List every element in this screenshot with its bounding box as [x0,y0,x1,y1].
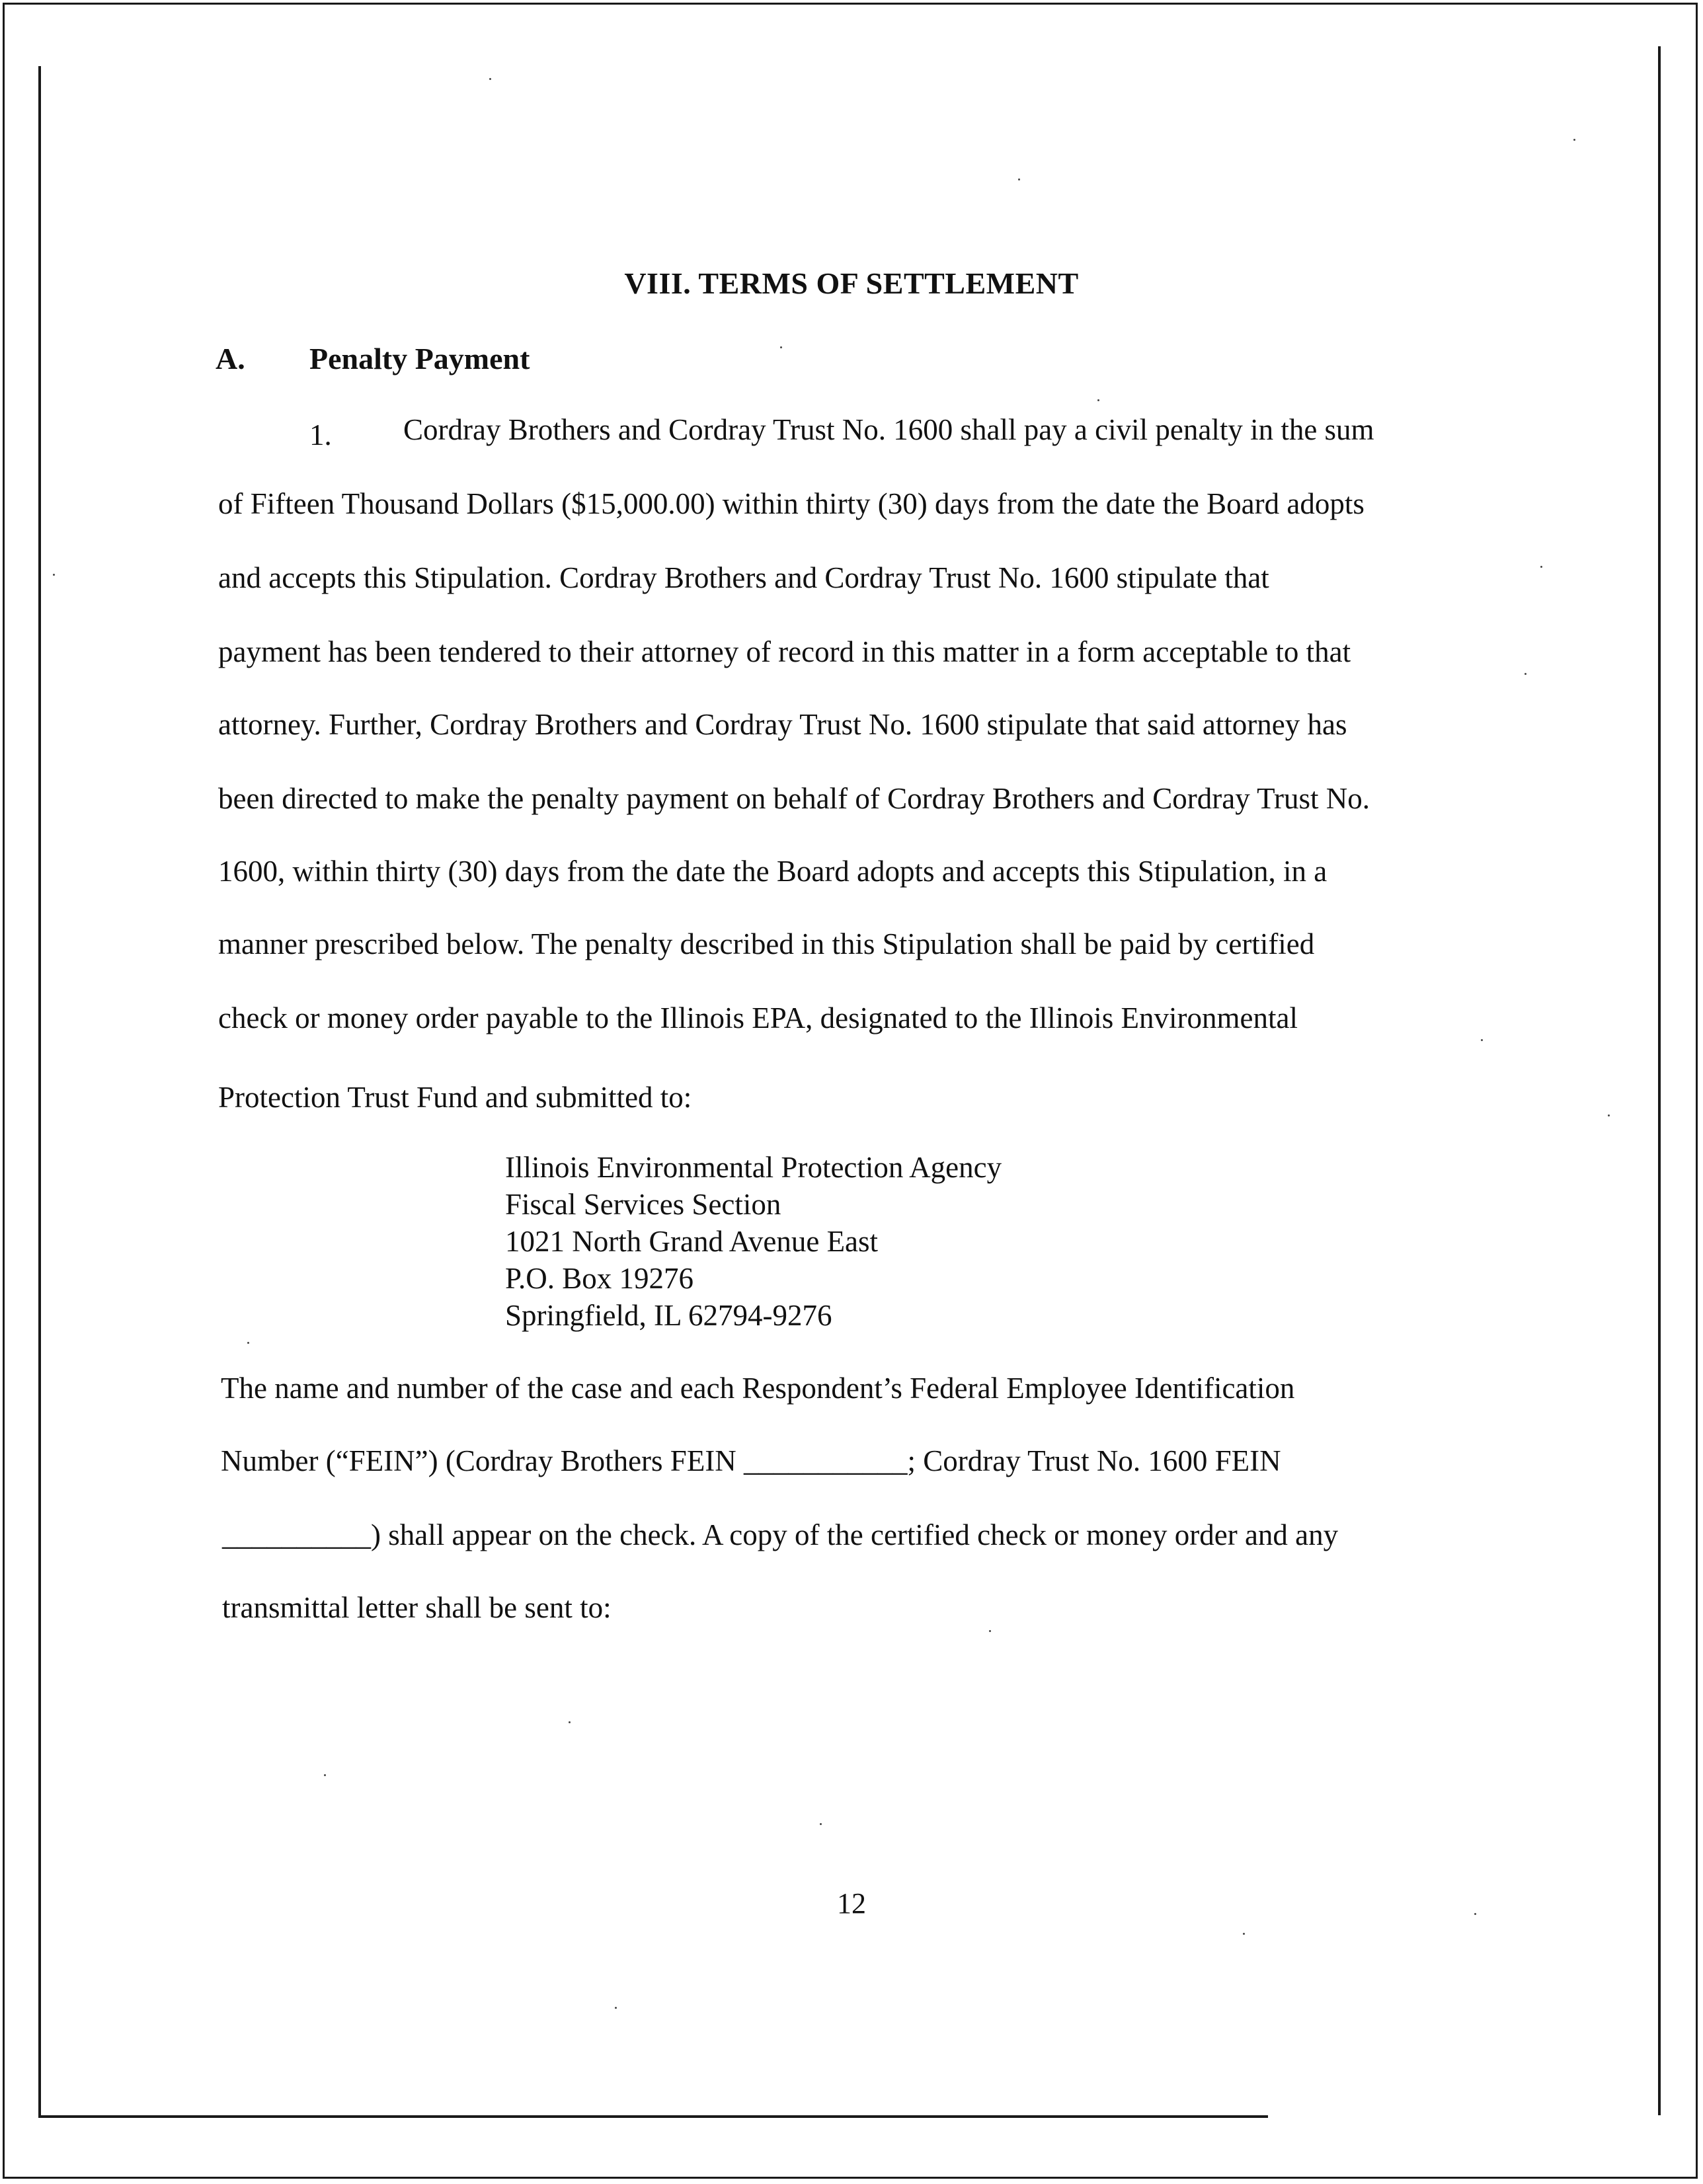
left-margin-line [38,66,41,2115]
paragraph-line: Cordray Brothers and Cordray Trust No. 1600 shall pay a civil penalty in the sum [403,413,1374,446]
paragraph-line: Protection Trust Fund and submitted to: [218,1081,692,1114]
subsection-title: Penalty Payment [309,342,530,375]
bottom-margin-line [38,2115,1268,2118]
paragraph-number: 1. [309,418,332,451]
scan-speck [1573,139,1575,141]
subsection-label: A. [216,342,245,375]
scan-speck [247,1342,249,1344]
page-number: 12 [837,1887,866,1920]
scan-speck [1474,1913,1476,1915]
closing-line: The name and number of the case and each Respondent’s Federal Employee Identification [221,1372,1295,1405]
scan-speck [1018,178,1020,180]
scan-speck [989,1630,991,1632]
scan-speck [569,1721,571,1723]
scan-speck [820,1823,822,1825]
address-line: 1021 North Grand Avenue East [505,1225,879,1258]
paragraph-line: payment has been tendered to their attorney of record in this matter in a form acceptable to that [218,635,1351,668]
scan-speck [780,346,782,348]
scan-speck [1243,1933,1245,1935]
closing-line: transmittal letter shall be sent to: [222,1591,612,1624]
address-line: Illinois Environmental Protection Agency [505,1151,1002,1184]
closing-line: __________) shall appear on the check. A copy of the certified check or money order and any [222,1518,1339,1551]
scan-speck [1540,566,1542,568]
address-line: Springfield, IL 62794-9276 [505,1299,832,1332]
scan-speck [1097,399,1099,401]
scan-speck [53,574,55,576]
right-margin-line [1658,46,1661,2115]
paragraph-line: of Fifteen Thousand Dollars ($15,000.00) within thirty (30) days from the date the Board adopts [218,487,1365,520]
paragraph-line: been directed to make the penalty payment on behalf of Cordray Brothers and Cordray Trust No. [218,782,1370,815]
section-heading: VIII. TERMS OF SETTLEMENT [624,266,1079,300]
paragraph-line: check or money order payable to the Illinois EPA, designated to the Illinois Environmental [218,1001,1298,1034]
scan-speck [615,2007,617,2009]
scan-speck [324,1774,326,1776]
scan-speck [1608,1114,1610,1116]
paragraph-line: attorney. Further, Cordray Brothers and Cordray Trust No. 1600 stipulate that said attorney has [218,708,1347,741]
scan-speck [1525,673,1526,675]
paragraph-line: and accepts this Stipulation. Cordray Brothers and Cordray Trust No. 1600 stipulate that [218,561,1269,594]
address-line: Fiscal Services Section [505,1188,781,1221]
paragraph-line: 1600, within thirty (30) days from the date the Board adopts and accepts this Stipulation, in a [218,855,1327,888]
closing-line: Number (“FEIN”) (Cordray Brothers FEIN ___________; Cordray Trust No. 1600 FEIN [221,1444,1281,1477]
scan-speck [1481,1039,1483,1041]
address-line: P.O. Box 19276 [505,1262,694,1295]
paragraph-line: manner prescribed below. The penalty described in this Stipulation shall be paid by certified [218,927,1315,960]
scan-speck [489,78,491,80]
